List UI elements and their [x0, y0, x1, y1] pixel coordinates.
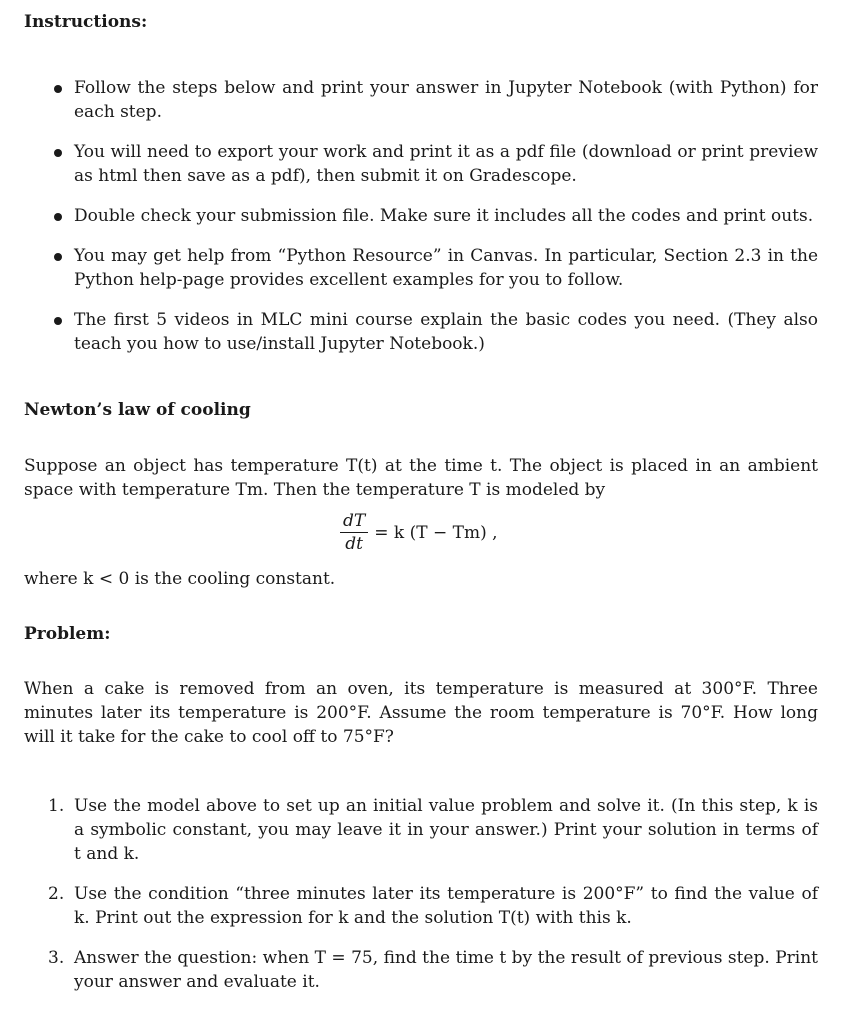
equation-rhs: = k (T − Tm) , — [374, 522, 498, 543]
bullet-text: You will need to export your work and print it as a pdf file (download or print preview as html then save as a pdf), then submit it on Gradescope. — [74, 142, 818, 186]
bullet-icon — [54, 317, 62, 325]
step-text: Answer the question: when T = 75, find the time t by the result of previous step. Print your answer and evaluate it. — [74, 948, 818, 992]
bullet-icon — [54, 149, 62, 157]
bullet-text: Double check your submission file. Make sure it includes all the codes and print outs. — [74, 206, 814, 226]
list-item — [48, 244, 818, 292]
fraction-denominator: dt — [345, 534, 363, 554]
list-item — [48, 794, 818, 866]
instructions-list — [48, 76, 818, 356]
bullet-icon — [54, 85, 62, 93]
step-number: 3. — [48, 948, 65, 968]
derivative-fraction — [340, 510, 368, 555]
list-item — [48, 946, 818, 994]
problem-heading: Problem: — [24, 624, 111, 644]
bullet-icon — [54, 213, 62, 221]
newton-equation — [340, 510, 498, 555]
problem-steps — [48, 794, 818, 994]
step-number: 1. — [48, 796, 65, 816]
bullet-text: The first 5 videos in MLC mini course explain the basic codes you need. (They also teach you how to use/install Jupyter Notebook.) — [74, 310, 818, 354]
newton-where: where k < 0 is the cooling constant. — [24, 569, 336, 589]
bullet-text: You may get help from “Python Resource” in Canvas. In particular, Section 2.3 in the Python help-page provides excellent examples for you to follow. — [74, 246, 818, 290]
list-item — [48, 76, 818, 124]
step-number: 2. — [48, 884, 65, 904]
list-item — [48, 204, 818, 228]
step-text: Use the model above to set up an initial value problem and solve it. (In this step, k is a symbolic constant, you may leave it in your answer.) Print your solution in terms of t and k. — [74, 796, 818, 864]
bullet-text: Follow the steps below and print your answer in Jupyter Notebook (with Python) for each step. — [74, 78, 818, 122]
bullet-icon — [54, 253, 62, 261]
newton-heading: Newton’s law of cooling — [24, 400, 251, 420]
instructions-heading: Instructions: — [24, 12, 148, 32]
list-item — [48, 140, 818, 188]
newton-intro: Suppose an object has temperature T(t) at the time t. The object is placed in an ambient space with temperature Tm. Then the temperature T is modeled by — [24, 456, 818, 500]
list-item — [48, 308, 818, 356]
problem-statement: When a cake is removed from an oven, its temperature is measured at 300°F. Three minutes later its temperature is 200°F. Assume the room temperature is 70°F. How long will it take for the cake to cool off to 75°F? — [24, 679, 818, 747]
list-item — [48, 882, 818, 930]
fraction-numerator: dT — [340, 510, 368, 533]
step-text: Use the condition “three minutes later its temperature is 200°F” to find the value of k. Print out the expression for k and the solution T(t) with this k. — [74, 884, 818, 928]
